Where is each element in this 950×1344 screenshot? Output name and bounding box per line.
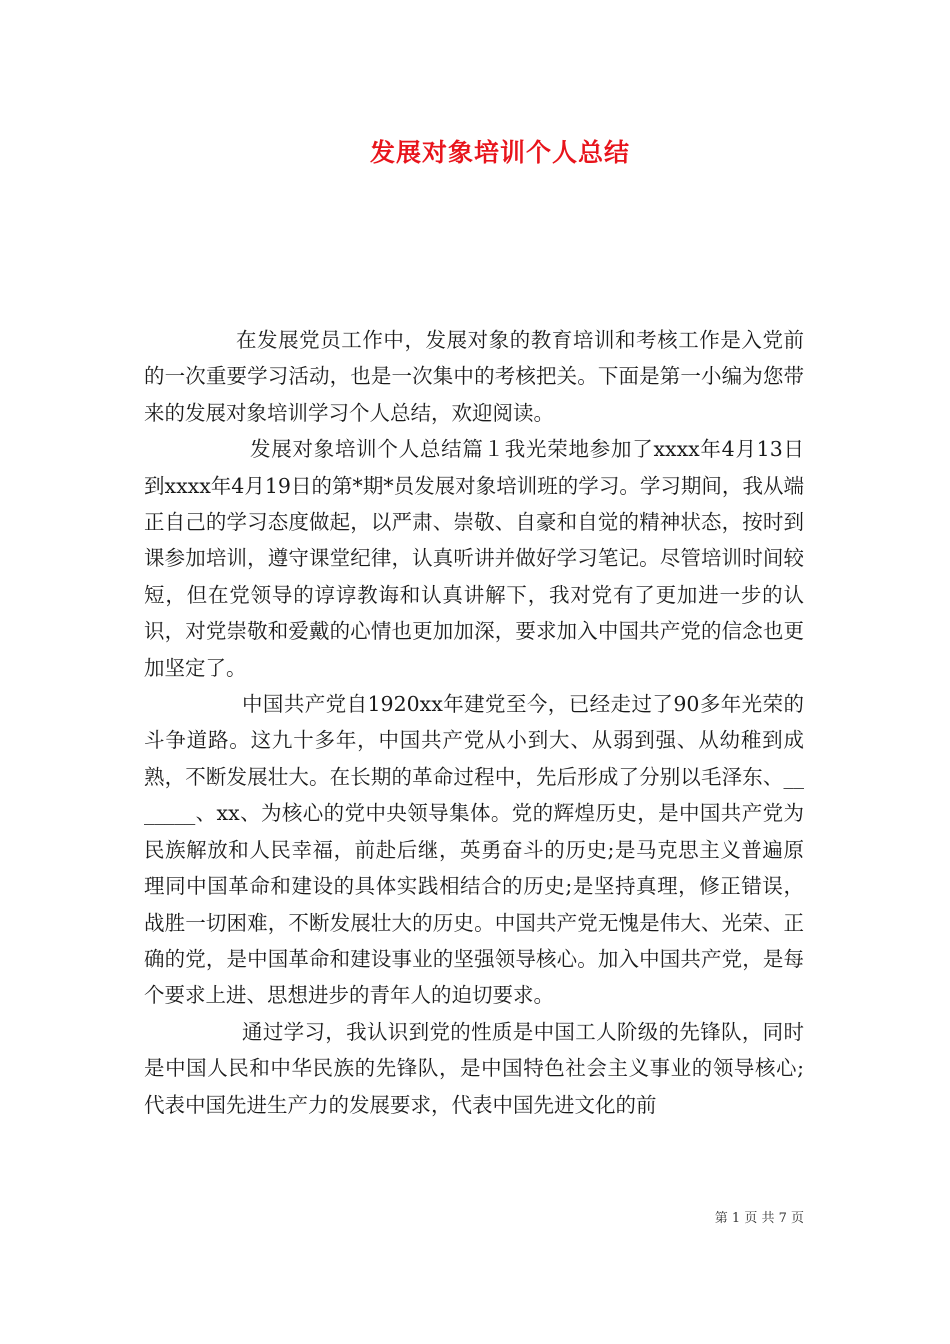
page-number-footer: 第 1 页 共 7 页 <box>714 1211 804 1226</box>
paragraph-intro: 在发展党员工作中，发展对象的教育培训和考核工作是入党前的一次重要学习活动，也是一次集中的考核把关。下面是第一小编为您带来的发展对象培训学习个人总结，欢迎阅读。 <box>144 328 804 425</box>
paragraph-party-history: 中国共产党自1920xx年建党至今，已经走过了90多年光荣的斗争道路。这九十多年，中国共产党从小到大、从弱到强、从幼稚到成熟，不断发展壮大。在长期的革命过程中，先后形成了分别以毛泽东、_______、xx、为核心的党中央领导集体。党的辉煌历史，是中国共产党为民族解放和人民幸福，前赴后继，英勇奋斗的历史;是马克思主义普遍原理同中国革命和建设的具体实践相结合的历史;是坚持真理，修正错误，战胜一切困难，不断发展壮大的历史。中国共产党无愧是伟大、光荣、正确的党，是中国革命和建设事业的坚强领导核心。加入中国共产党，是每个要求上进、思想进步的青年人的迫切要求。 <box>144 692 804 1008</box>
paragraph-party-nature: 通过学习，我认识到党的性质是中国工人阶级的先锋队，同时是中国人民和中华民族的先锋队，是中国特色社会主义事业的领导核心;代表中国先进生产力的发展要求，代表中国先进文化的前 <box>144 1019 804 1117</box>
document-title: 发展对象培训个人总结 <box>369 138 630 167</box>
paragraph-summary-part1: 发展对象培训个人总结篇１我光荣地参加了xxxx年4月13日到xxxx年4月19日的第*期*员发展对象培训班的学习。学习期间，我从端正自己的学习态度做起，以严肃、崇敬、自豪和自觉的精神状态，按时到课参加培训，遵守课堂纪律，认真听讲并做好学习笔记。尽管培训时间较短，但在党领导的谆谆教诲和认真讲解下，我对党有了更加进一步的认识，对党崇敬和爱戴的心情也更加加深，要求加入中国共产党的信念也更加坚定了。 <box>144 437 804 680</box>
document-body <box>144 322 804 1123</box>
